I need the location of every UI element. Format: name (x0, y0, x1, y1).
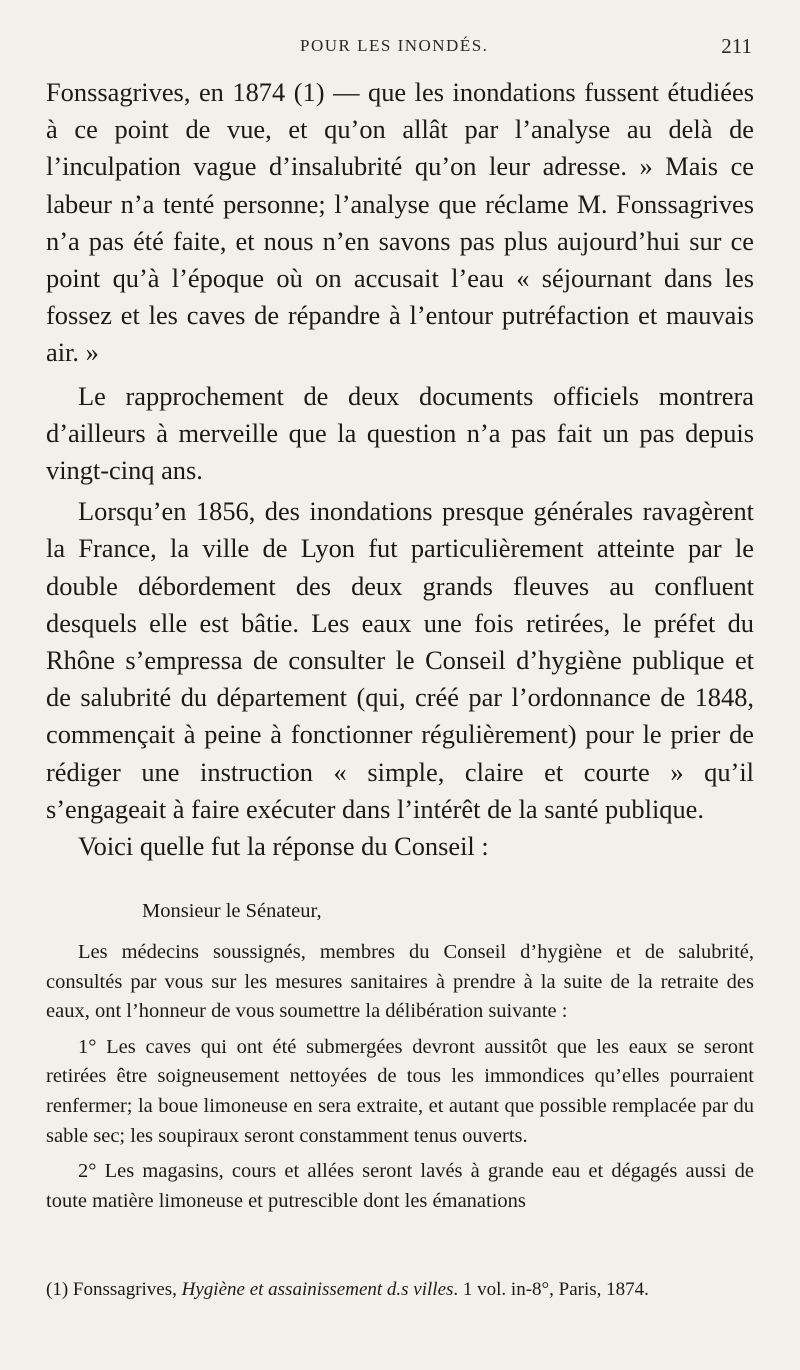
paragraph-continuation: Fonssagrives, en 1874 (1) — que les inondations fussent étudiées à ce point de vue, et qu’on allât par l’analyse au delà de l’inculpation vague d’insalubrité qu’on leur adresse. » Mais ce labeur n’a tenté personne; l’analyse que réclame M. Fonssagrives n’a pas été faite, et nous n’en savons pas plus aujourd’hui sur ce point qu’à l’époque où on accusait l’eau « séjournant dans les fossez et les caves de répandre à l’entour putréfaction et mauvais air. » (46, 77, 754, 368)
running-head (0, 30, 800, 64)
letter-paragraph: 1° Les caves qui ont été submergées devront aussitôt que les eaux se seront retirées être soigneusement nettoyées de tous les immondices qu’elles pourraient renfermer; la boue limoneuse en sera extraite, et autant que possible remplacée par du sable sec; les soupiraux seront constamment tenus ouverts. (46, 1035, 754, 1147)
letter-salutation: Monsieur le Sénateur, (142, 900, 322, 922)
paragraph: Le rapprochement de deux documents officiels montrera d’ailleurs à merveille que la question n’a pas fait un pas depuis vingt-cinq ans. (46, 380, 754, 486)
main-text (46, 70, 754, 865)
letter-paragraph: Les médecins soussignés, membres du Conseil d’hygiène et de salubrité, consultés par vous sur les mesures sanitaires à prendre à la suite de la retraite des eaux, ont l’honneur de vous soumettre la délibération suivante : (46, 941, 754, 1023)
footnote-prefix: (1) Fonssagrives, (46, 1279, 182, 1300)
paragraph: Voici quelle fut la réponse du Conseil : (78, 831, 489, 862)
page-number: 211 (721, 34, 752, 58)
paragraph: Lorsqu’en 1856, des inondations presque générales ravagèrent la France, la ville de Lyon fut particulièrement atteinte par le double débordement des deux grands fleuves au confluent desquels elle est bâtie. Les eaux une fois retirées, le préfet du Rhône s’empressa de consulter le Conseil d’hygiène publique et de salubrité du département (qui, créé par l’ordonnance de 1848, commençait à peine à fonctionner régulièrement) pour le prier de rédiger une instruction « simple, claire et courte » qu’il s’engageait à faire exécuter dans l’intérêt de la santé publique. (46, 496, 754, 824)
quoted-letter (46, 896, 754, 1216)
running-title: POUR LES INONDÉS. (300, 36, 489, 55)
footnote-suffix: . 1 vol. in-8°, Paris, 1874. (453, 1279, 649, 1300)
footnote-title: Hygiène et assainissement d.s villes (181, 1279, 454, 1300)
letter-paragraph: 2° Les magasins, cours et allées seront lavés à grande eau et dégagés aussi de toute matière limoneuse et putrescible dont les émanations (46, 1160, 754, 1212)
footnote (46, 1278, 754, 1302)
